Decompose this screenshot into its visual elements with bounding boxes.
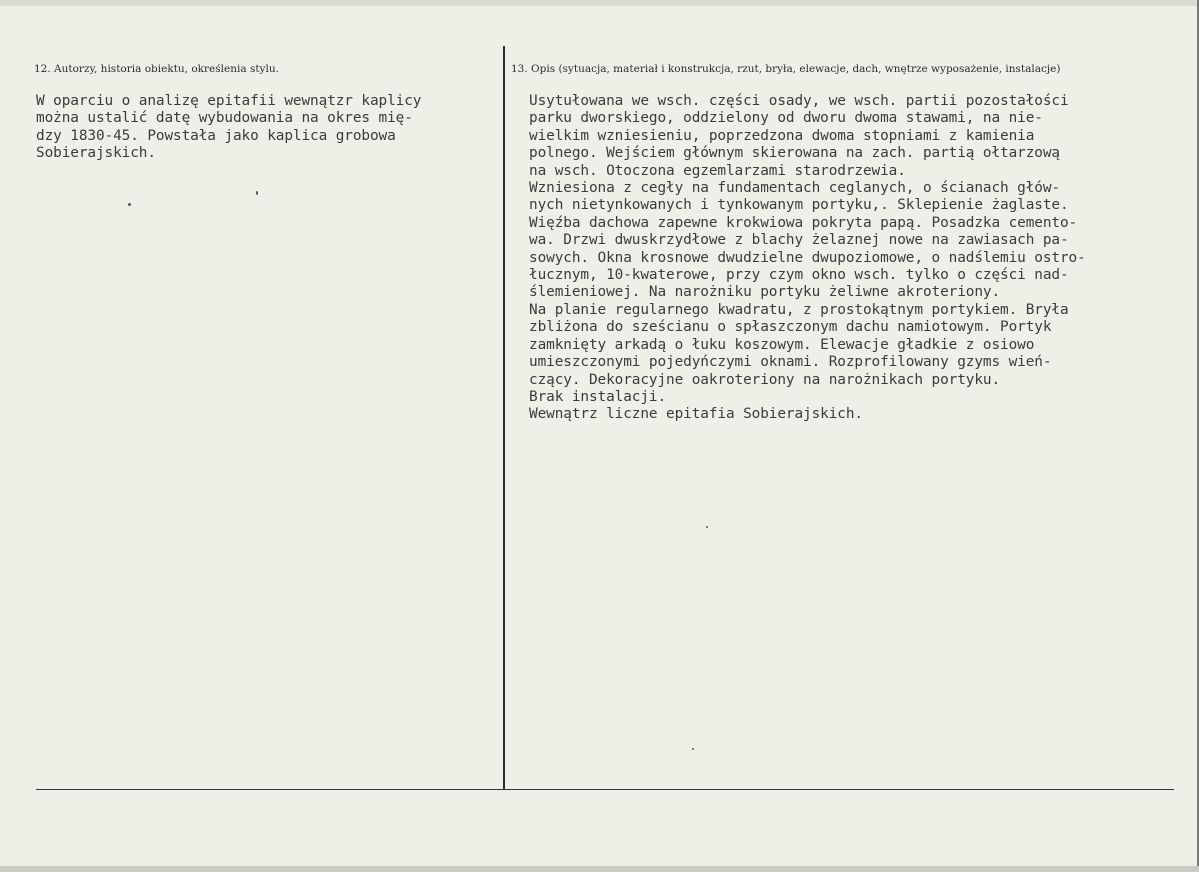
column-divider: [503, 46, 505, 790]
ink-speck: [706, 526, 708, 528]
bottom-rule: [36, 789, 1174, 790]
ink-speck: [128, 203, 131, 206]
ink-speck: [256, 191, 258, 195]
ink-speck: [692, 748, 694, 750]
section-13-label: 13. Opis (sytuacja, materiał i konstrukcja, rzut, bryła, elewacje, dach, wnętrze wyposażenie, instalacje): [511, 63, 1061, 75]
section-12-text: W oparciu o analizę epitafii wewnątzr kaplicy można ustalić datę wybudowania na okres mię- dzy 1830-45. Powstała jako kaplica grobowa Sobierajskich.: [36, 93, 422, 162]
section-13-text: Usytułowana we wsch. części osady, we wsch. partii pozostałości parku dworskiego, oddzielony od dworu dwoma stawami, na nie- wielkim wzniesieniu, poprzedzona dwoma stopniami z kamienia polnego. Wejściem głównym skierowana na zach. partią ołtarzową na wsch. Otoczona egzemlarzami starodrzewia. Wzniesiona z cegły na fundamentach ceglanych, o ścianach głów- nych nietynkowanych i tynkowanym portyku,. Sklepienie żaglaste. Więźba dachowa zapewne krokwiowa pokryta papą. Posadzka cemento- wa. Drzwi dwuskrzydłowe z blachy żelaznej nowe na zawiasach pa- sowych. Okna krosnowe dwudzielne dwupoziomowe, o nadślemiu ostro- łucznym, 10-kwaterowe, przy czym okno wsch. tylko o części nad- ślemieniowej. Na narożniku portyku żeliwne akroteriony. Na planie regularnego kwadratu, z prostokątnym portykiem. Bryła zbliżona do sześcianu o spłaszczonym dachu namiotowym. Portyk zamknięty arkadą o łuku koszowym. Elewacje gładkie z osiowo umieszczonymi pojedyńczymi oknami. Rozprofilowany gzyms wień- czący. Dekoracyjne oakroteriony na narożnikach portyku. Brak instalacji. Wewnątrz liczne epitafia Sobierajskich.: [529, 93, 1086, 423]
page-top-edge: [0, 0, 1199, 6]
section-12-label: 12. Autorzy, historia obiektu, określenia stylu.: [34, 63, 279, 75]
page-bottom-edge: [0, 866, 1199, 872]
